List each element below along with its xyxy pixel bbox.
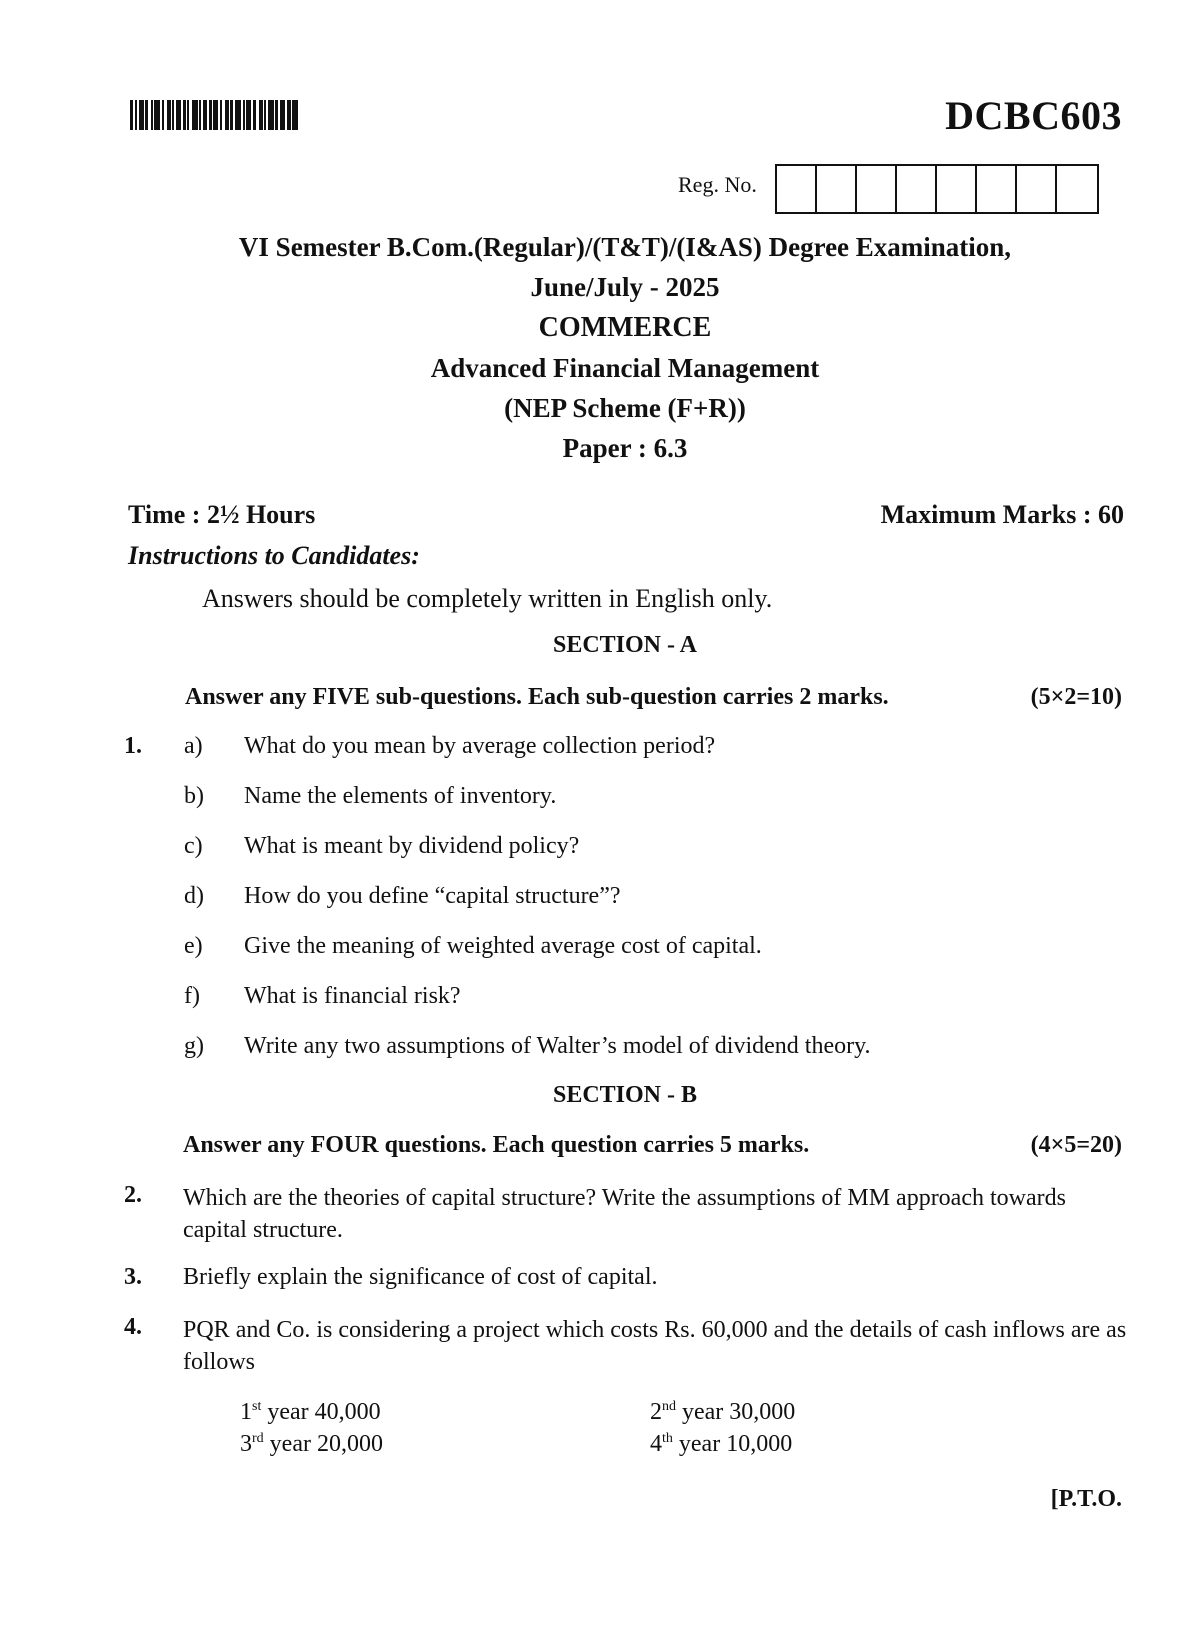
cash-flow-item xyxy=(650,1431,792,1458)
reg-box[interactable] xyxy=(897,166,937,212)
cash-flow-value: year 10,000 xyxy=(672,1431,793,1457)
cash-flow-item xyxy=(240,1399,381,1426)
sub-question-text: What do you mean by average collection period? xyxy=(244,733,716,759)
sub-question-label: f) xyxy=(184,983,200,1009)
exam-session: June/July - 2025 xyxy=(530,272,720,302)
ordinal-suffix: rd xyxy=(252,1431,264,1446)
sub-question-text: How do you define “capital structure”? xyxy=(244,883,621,909)
reg-box[interactable] xyxy=(777,166,817,212)
sub-question-label: b) xyxy=(184,783,204,809)
exam-title: VI Semester B.Com.(Regular)/(T&T)/(I&AS) Degree Examination, xyxy=(238,232,1012,262)
question-number: 3. xyxy=(124,1264,142,1290)
year-number: 2 xyxy=(650,1399,662,1425)
sub-question-label: c) xyxy=(184,833,203,859)
section-b-marks: (4×5=20) xyxy=(1030,1132,1122,1158)
pto-marker: [P.T.O. xyxy=(1050,1486,1122,1512)
year-number: 1 xyxy=(240,1399,252,1425)
question-number: 2. xyxy=(124,1182,142,1208)
cash-flow-item xyxy=(650,1399,795,1426)
section-a-marks: (5×2=10) xyxy=(1030,684,1122,710)
reg-box[interactable] xyxy=(1057,166,1097,212)
question-text: PQR and Co. is considering a project which costs Rs. 60,000 and the details of cash inflows are as follows xyxy=(183,1317,1127,1375)
reg-box[interactable] xyxy=(857,166,897,212)
scheme-title: (NEP Scheme (F+R)) xyxy=(504,393,746,423)
time-allowed: Time : 2½ Hours xyxy=(128,500,316,529)
paper-number: Paper : 6.3 xyxy=(562,433,688,463)
reg-box[interactable] xyxy=(817,166,857,212)
sub-question-label: e) xyxy=(184,933,203,959)
course-title: Advanced Financial Management xyxy=(430,353,820,383)
sub-question-label: d) xyxy=(184,883,204,909)
cash-flow-value: year 40,000 xyxy=(261,1399,381,1425)
cash-flow-item xyxy=(240,1431,383,1458)
sub-question-text: Write any two assumptions of Walter’s model of dividend theory. xyxy=(244,1033,871,1059)
year-number: 3 xyxy=(240,1431,252,1457)
sub-question-text: What is financial risk? xyxy=(244,983,461,1009)
instruction-text: Answers should be completely written in English only. xyxy=(202,584,773,613)
reg-number-boxes[interactable] xyxy=(775,164,1099,214)
cash-flow-value: year 20,000 xyxy=(263,1431,383,1457)
question-text: Which are the theories of capital structure? Write the assumptions of MM approach towards capital structure. xyxy=(183,1185,1066,1243)
reg-box[interactable] xyxy=(937,166,977,212)
question-text: Briefly explain the significance of cost of capital. xyxy=(183,1264,658,1290)
paper-code: DCBC603 xyxy=(945,93,1122,138)
subject-title: COMMERCE xyxy=(538,312,712,343)
instructions-heading: Instructions to Candidates: xyxy=(128,541,420,570)
question-number: 1. xyxy=(124,733,142,759)
barcode xyxy=(130,100,322,130)
question-number: 4. xyxy=(124,1314,142,1340)
year-number: 4 xyxy=(650,1431,662,1457)
section-b-heading: SECTION - B xyxy=(552,1082,698,1108)
ordinal-suffix: nd xyxy=(662,1399,676,1414)
sub-question-text: Name the elements of inventory. xyxy=(244,783,557,809)
sub-question-text: Give the meaning of weighted average cost of capital. xyxy=(244,933,762,959)
ordinal-suffix: st xyxy=(252,1399,262,1414)
cash-flow-value: year 30,000 xyxy=(676,1399,796,1425)
section-b-instruction: Answer any FOUR questions. Each question carries 5 marks. xyxy=(183,1132,810,1158)
sub-question-text: What is meant by dividend policy? xyxy=(244,833,580,859)
section-a-heading: SECTION - A xyxy=(552,632,698,658)
sub-question-label: g) xyxy=(184,1033,204,1059)
section-a-instruction: Answer any FIVE sub-questions. Each sub-question carries 2 marks. xyxy=(185,684,889,710)
sub-question-label: a) xyxy=(184,733,203,759)
reg-box[interactable] xyxy=(977,166,1017,212)
ordinal-suffix: th xyxy=(662,1431,673,1446)
reg-box[interactable] xyxy=(1017,166,1057,212)
maximum-marks: Maximum Marks : 60 xyxy=(880,500,1124,529)
reg-number-label: Reg. No. xyxy=(678,172,757,197)
